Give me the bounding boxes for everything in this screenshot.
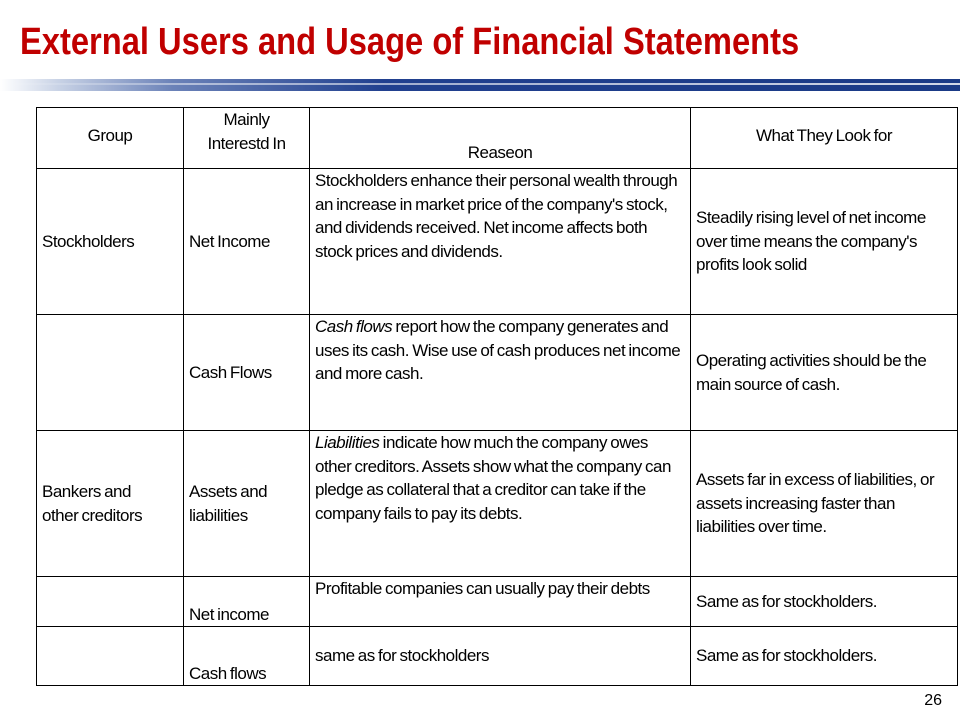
reason-lead: Cash flows <box>315 317 393 336</box>
reason-text: indicate how much the company owes other creditors. Assets show what the company can pledge as collateral that a creditor can take if the company fails to pay its debts. <box>315 433 671 523</box>
header-reason: Reaseon <box>310 108 691 169</box>
cell-interest: Cash flows <box>184 627 310 686</box>
cell-look-for: Steadily rising level of net income over time means the company's profits look solid <box>691 169 958 315</box>
reason-lead: Liabilities <box>315 433 380 452</box>
header-interest-line2: Interestd In <box>207 133 286 153</box>
cell-group <box>37 627 184 686</box>
table-row <box>37 315 958 431</box>
reason-text: Profitable companies can usually pay their debts <box>315 579 650 598</box>
table-row <box>37 431 958 577</box>
table-row <box>37 627 958 686</box>
cell-look-for: Operating activities should be the main source of cash. <box>691 315 958 431</box>
cell-group <box>37 577 184 627</box>
cell-interest: Net income <box>184 577 310 627</box>
reason-text: same as for stockholders <box>315 646 489 666</box>
cell-reason <box>310 431 691 577</box>
financial-statement-users-table <box>36 107 958 686</box>
table-header-row <box>37 108 958 169</box>
cell-group <box>37 315 184 431</box>
cell-look-for: Same as for stockholders. <box>691 577 958 627</box>
cell-reason <box>310 169 691 315</box>
cell-reason <box>310 627 691 686</box>
cell-group <box>37 431 184 577</box>
title-underline-bar <box>0 79 960 91</box>
cell-look-for: Same as for stockholders. <box>691 627 958 686</box>
reason-text: Stockholders enhance their personal wealth through an increase in market price of the company's stock, and dividends received. Net income affects both stock prices and dividends. <box>315 171 678 261</box>
cell-interest: Cash Flows <box>184 315 310 431</box>
group-line2: other creditors <box>42 505 143 525</box>
cell-interest <box>184 431 310 577</box>
cell-interest: Net Income <box>184 169 310 315</box>
slide-title: External Users and Usage of Financial Statements <box>20 21 800 63</box>
table-row <box>37 577 958 627</box>
cell-reason <box>310 315 691 431</box>
cell-reason <box>310 577 691 627</box>
table-row <box>37 169 958 315</box>
cell-group: Stockholders <box>37 169 184 315</box>
page-number: 26 <box>924 692 942 709</box>
reason-text: report how the company generates and uses its cash. Wise use of cash produces net income and more cash. <box>315 317 681 383</box>
header-group: Group <box>37 108 184 169</box>
header-interest-line1: Mainly <box>223 110 270 129</box>
interest-line2: liabilities <box>189 505 248 525</box>
interest-line1: Assets and <box>189 482 268 501</box>
header-what-they-look-for: What They Look for <box>691 108 958 169</box>
group-line1: Bankers and <box>42 482 131 501</box>
cell-look-for: Assets far in excess of liabilities, or assets increasing faster than liabilities over time. <box>691 431 958 577</box>
header-mainly-interested-in <box>184 108 310 169</box>
